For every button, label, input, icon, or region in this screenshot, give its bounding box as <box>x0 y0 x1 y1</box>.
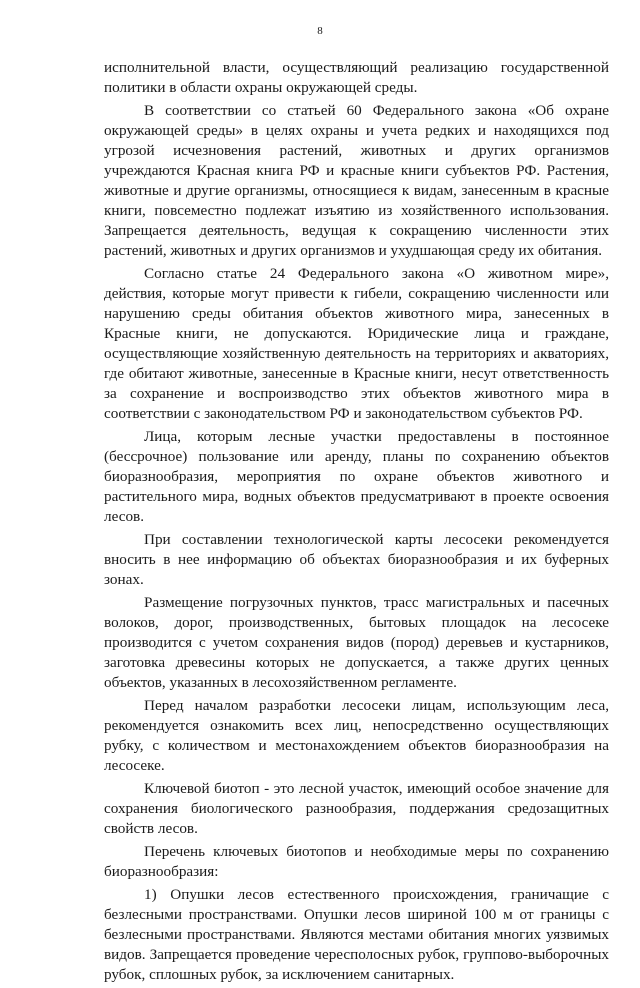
page-number: 8 <box>317 25 323 37</box>
body-text <box>104 58 609 988</box>
paragraph-article-24: Согласно статье 24 Федерального закона «О животном мире», действия, которые могут привести к гибели, сокращению численности или нарушению среды обитания объектов животного мира, занесенных в Красные книги, не допускаются. Юридические лица и граждане, осуществляющие хозяйственную деятельность на территориях и акваториях, где обитают животные, занесенные в Красные книги, несут ответственность за сохранение и воспроизводство этих объектов животного мира в соответствии с законодательством РФ и законодательством субъектов РФ. <box>104 265 609 422</box>
paragraph-before-logging: Перед началом разработки лесосеки лицам, использующим леса, рекомендуется ознакомить всех лиц, непосредственно осуществляющих рубку, с количеством и местонахождением объектов биоразнообразия на лесосеке. <box>104 697 609 774</box>
paragraph-list-item-1: 1) Опушки лесов естественного происхождения, граничащие с безлесными пространствами. Опушки лесов шириной 100 м от границы с безлесными пространствами. Являются местами обитания многих уязвимых видов. Запрещается проведение чересполосных рубок, группово-выборочных рубок, сплошных рубок, за исключением санитарных. <box>104 886 609 983</box>
paragraph-biotope-list-intro: Перечень ключевых биотопов и необходимые меры по сохранению биоразнообразия: <box>104 843 609 880</box>
paragraph-article-60: В соответствии со статьей 60 Федерального закона «Об охране окружающей среды» в целях охраны и учета редких и находящихся под угрозой исчезновения растений, животных и других организмов учреждаются Красная книга РФ и красные книги субъектов РФ. Растения, животные и другие организмы, относящиеся к видам, занесенным в красные книги, повсеместно подлежат изъятию из хозяйственного использования. Запрещается деятельность, ведущая к сокращению численности этих растений, животных и других организмов и ухудшающая среду их обитания. <box>104 102 609 259</box>
paragraph-continuation: исполнительной власти, осуществляющий реализацию государственной политики в области охраны окружающей среды. <box>104 59 609 96</box>
paragraph-loading-points: Размещение погрузочных пунктов, трасс магистральных и пасечных волоков, дорог, производственных, бытовых площадок на лесосеке производится с учетом сохранения видов (пород) деревьев и кустарников, заготовка древесины которых не допускается, а также других ценных объектов, указанных в лесохозяйственном регламенте. <box>104 594 609 691</box>
paragraph-key-biotope: Ключевой биотоп - это лесной участок, имеющий особое значение для сохранения биологического разнообразия, поддержания средозащитных свойств лесов. <box>104 780 609 837</box>
paragraph-forest-users: Лица, которым лесные участки предоставлены в постоянное (бессрочное) пользование или аренду, планы по сохранению объектов биоразнообразия, мероприятия по охране объектов животного и растительного мира, водных объектов предусматривают в проекте освоения лесов. <box>104 428 609 525</box>
paragraph-technological-map: При составлении технологической карты лесосеки рекомендуется вносить в нее информацию об объектах биоразнообразия и их буферных зонах. <box>104 531 609 588</box>
